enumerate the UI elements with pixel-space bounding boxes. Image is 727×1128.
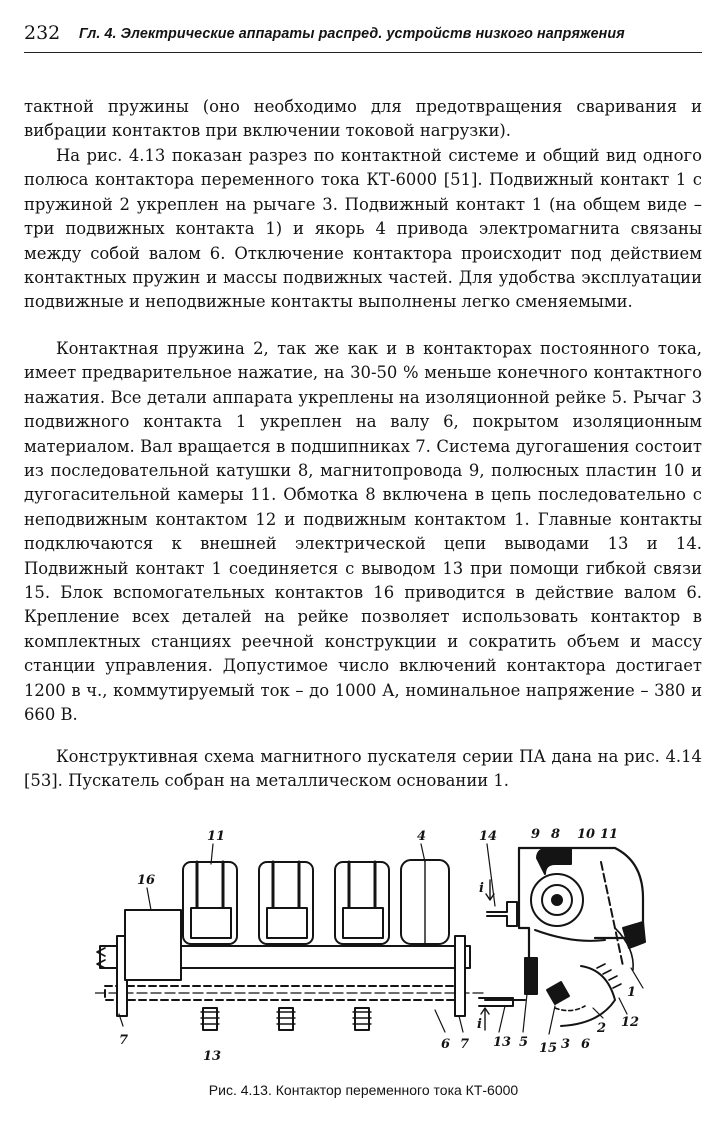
contactor-figure [95, 818, 655, 1074]
label-8: 8 [551, 827, 561, 842]
label-6: 6 [441, 1037, 451, 1052]
label-16: 16 [137, 873, 156, 888]
bearing-right [455, 936, 465, 1016]
label-12: 12 [621, 1015, 640, 1030]
paragraph-1: тактной пружины (оно необходимо для предотвращения сваривания и вибрации контактов при включении токовой нагрузки). [24, 97, 702, 141]
label-15: 15 [539, 1041, 558, 1056]
terminal-14 [487, 902, 517, 926]
label-i-top: i [479, 881, 484, 896]
label-5: 5 [519, 1035, 529, 1050]
label-6-section: 6 [581, 1037, 591, 1052]
cross-section-view [485, 848, 645, 1026]
label-7-right: 7 [460, 1037, 470, 1052]
page-number: 232 [24, 22, 61, 44]
label-7-left: 7 [119, 1033, 129, 1048]
label-11-section: 11 [600, 827, 619, 842]
running-head: Гл. 4. Электрические аппараты распред. устройств низкого напряжения [79, 26, 625, 42]
label-9: 9 [531, 827, 541, 842]
page-header [24, 22, 702, 53]
label-1: 1 [627, 985, 637, 1000]
label-3: 3 [561, 1037, 571, 1052]
label-11: 11 [207, 829, 226, 844]
label-10: 10 [577, 827, 596, 842]
label-i-bottom: i [477, 1017, 482, 1032]
label-13-left: 13 [203, 1049, 222, 1064]
label-4: 4 [417, 829, 427, 844]
figure-caption: Рис. 4.13. Контактор переменного тока КТ-6000 [208, 1082, 519, 1098]
label-13-section: 13 [493, 1035, 512, 1050]
paragraph-4: Конструктивная схема магнитного пускателя серии ПА дана на рис. 4.14 [53]. Пускатель собран на металлическом основании 1. [24, 747, 702, 791]
label-14: 14 [479, 829, 498, 844]
paragraph-2: На рис. 4.13 показан разрез по контактной системе и общий вид одного полюса контактора переменного тока КТ-6000 [51]. Подвижный контакт 1 с пружиной 2 укреплен на рычаге 3. Подвижный контакт 1 (на общем виде – три подвижных контакта 1) и якорь 4 привода электромагнита связаны между собой валом 6. Отключение контактора происходит под действием контактных пружин и массы подвижных частей. Для удобства эксплуатации подвижные и неподвижные контакты выполнены легко сменяемыми. [24, 146, 702, 312]
label-2: 2 [597, 1021, 607, 1036]
aux-contacts-block [125, 910, 181, 980]
paragraph-3: Контактная пружина 2, так же как и в контакторах постоянного тока, имеет предварительное нажатие, на 30-50 % меньше конечного контактного нажатия. Все детали аппарата укреплены на изоляционной рейке 5. Рычаг 3 подвижного контакта 1 укреплен на валу 6, покрытом изоляционным материалом. Вал вращается в подшипниках 7. Система дугогашения состоит из последовательной катушки 8, магнитопровода 9, полюсных пластин 10 и дугогасительной камеры 11. Обмотка 8 включена в цепь последовательно с неподвижным контактом 12 и подвижным контактом 1. Главные контакты подключаются к внешней электрической цепи выводами 13 и 14. Подвижный контакт 1 соединяется с выводом 13 при помощи гибкой связи 15. Блок вспомогательных контактов 16 приводится в действие валом 6. Крепление всех деталей на рейке позволяет использовать контактор в комплектных станциях реечной конструкции и сократить объем и массу станции управления. Допустимое число включений контактора достигает 1200 в ч., коммутируемый ток – до 1000 А, номинальное напряжение – 380 и 660 В. [24, 339, 702, 725]
